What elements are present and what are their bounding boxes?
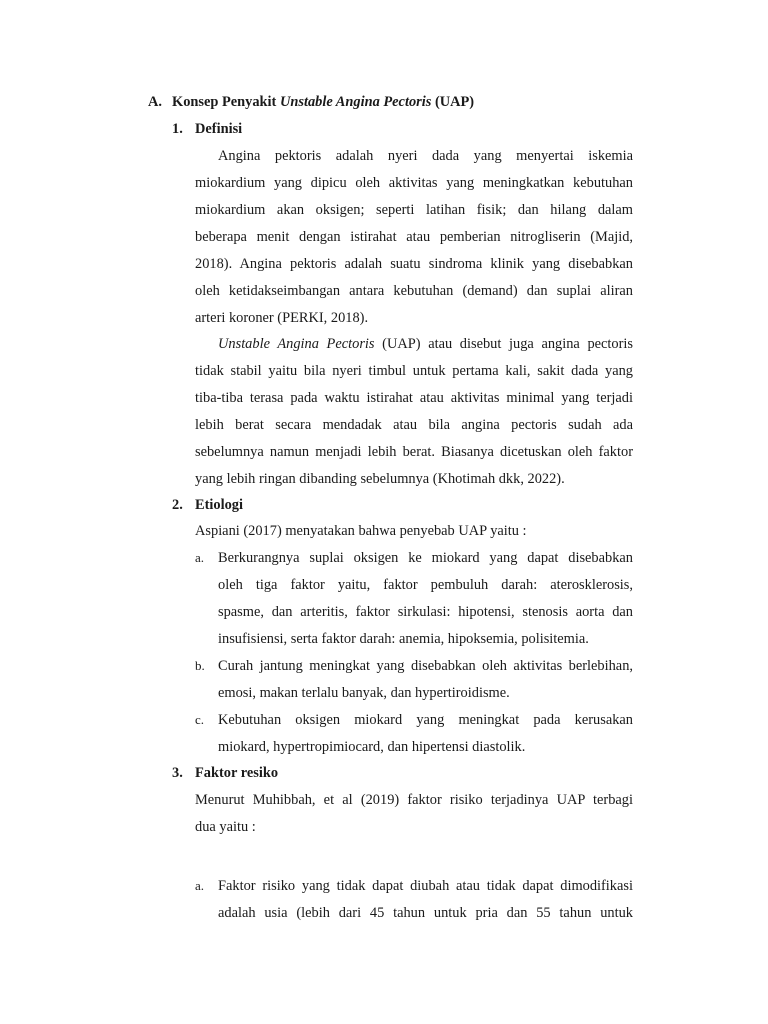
list-item-line: Curah jantung meningkat yang disebabkan oleh aktivitas berlebihan, [218,658,633,674]
paragraph-line: 2018). Angina pektoris adalah suatu sindroma klinik yang disebabkan [195,256,633,272]
paragraph-line: lebih berat secara mendadak atau bila angina pectoris sudah ada [195,417,633,433]
paragraph-line: Angina pektoris adalah nyeri dada yang menyertai iskemia [218,148,633,164]
list-item-line: emosi, makan terlalu banyak, dan hypertiroidisme. [218,685,510,701]
list-item-line: Kebutuhan oksigen miokard yang meningkat pada kerusakan [218,712,633,728]
paragraph-line: Unstable Angina Pectoris (UAP) atau disebut juga angina pectoris [218,336,633,352]
list-marker: a. [195,550,205,565]
list-item-line: Faktor risiko yang tidak dapat diubah atau tidak dapat dimodifikasi [218,878,633,894]
list-item-line: adalah usia (lebih dari 45 tahun untuk pria dan 55 tahun untuk [218,905,633,921]
paragraph-line: Aspiani (2017) menyatakan bahwa penyebab UAP yaitu : [195,523,527,539]
list-item-line: spasme, dan arteritis, faktor sirkulasi: hipotensi, stenosis aorta dan [218,604,633,620]
list-marker: c. [195,712,205,727]
paragraph-line: arteri koroner (PERKI, 2018). [195,310,369,326]
heading-definisi: Definisi [195,121,243,137]
paragraph-line: sebelumnya namun menjadi lebih berat. Biasanya dicetuskan oleh faktor [195,444,633,460]
section-title: Konsep Penyakit Unstable Angina Pectoris (UAP) [172,94,475,110]
paragraph-line: beberapa menit dengan istirahat atau pemberian nitrogliserin (Majid, [195,229,633,245]
list-item-line: insufisiensi, serta faktor darah: anemia, hipoksemia, polisitemia. [218,631,589,647]
paragraph-line: miokardium yang dipicu oleh aktivitas yang meningkatkan kebutuhan [195,175,633,191]
paragraph-line: tiba-tiba terasa pada waktu istirahat atau aktivitas minimal yang terjadi [195,390,633,406]
heading-marker: 3. [172,765,183,781]
paragraph-line: oleh ketidakseimbangan antara kebutuhan (demand) dan suplai aliran [195,283,633,299]
paragraph-line: dua yaitu : [195,819,256,835]
list-marker: a. [195,878,205,893]
paragraph-line: Menurut Muhibbah, et al (2019) faktor risiko terjadinya UAP terbagi [195,792,633,808]
list-item-line: miokard, hypertropimiocard, dan hipertensi diastolik. [218,739,526,755]
paragraph-line: tidak stabil yaitu bila nyeri timbul untuk pertama kali, sakit dada yang [195,363,633,379]
heading-marker: 2. [172,497,183,513]
paragraph-line: yang lebih ringan dibanding sebelumnya (Khotimah dkk, 2022). [195,471,565,487]
list-item-line: oleh tiga faktor yaitu, faktor pembuluh darah: aterosklerosis, [218,577,633,593]
heading-marker: 1. [172,121,183,137]
list-marker: b. [195,658,205,673]
paragraph-line: miokardium akan oksigen; seperti latihan fisik; dan hilang dalam [195,202,633,218]
list-item-line: Berkurangnya suplai oksigen ke miokard yang dapat disebabkan [218,550,633,566]
heading-faktor-resiko: Faktor resiko [195,765,279,781]
heading-etiologi: Etiologi [195,497,243,513]
section-marker: A. [148,94,162,110]
